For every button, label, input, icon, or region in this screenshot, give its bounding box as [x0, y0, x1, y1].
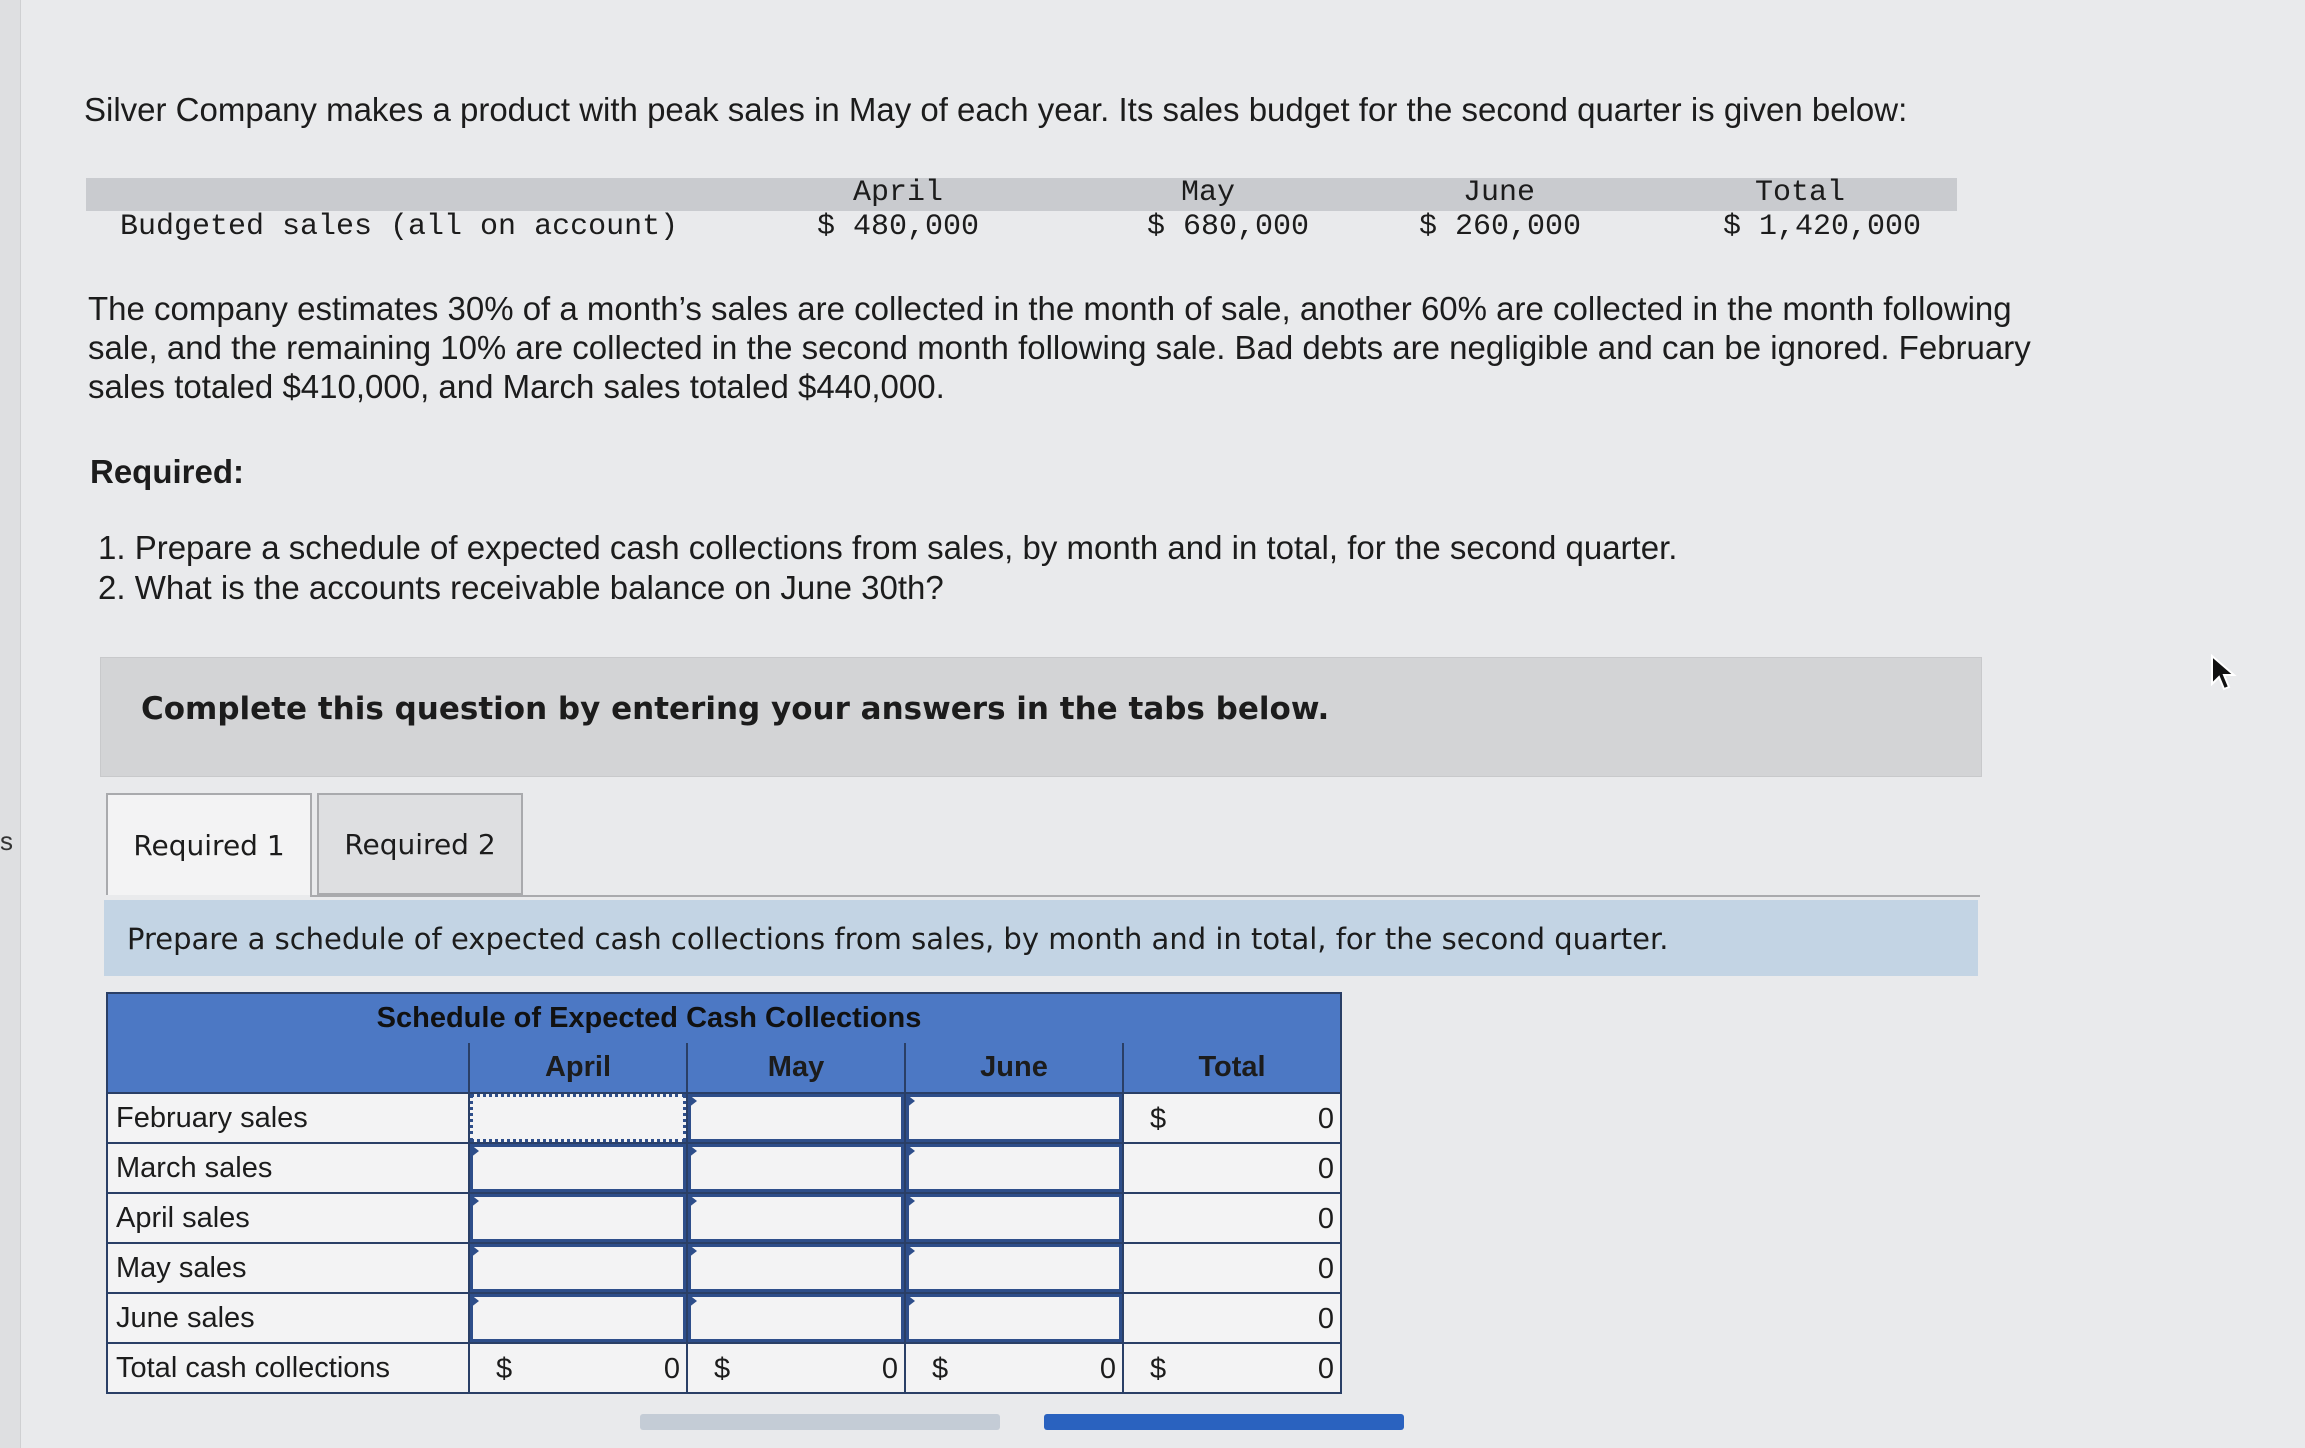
tab-label: Required 1: [133, 828, 285, 862]
left-sidebar-edge: [0, 0, 21, 1448]
required-heading: Required:: [90, 453, 245, 490]
input-apr-april[interactable]: [470, 1194, 686, 1242]
total-value: 0: [881, 1353, 898, 1385]
input-marker-icon: [688, 1094, 697, 1108]
prev-nav-bar[interactable]: [640, 1414, 1000, 1430]
total-june: [905, 1343, 1123, 1393]
input-feb-june[interactable]: [906, 1094, 1122, 1142]
col-header-june: June: [905, 1043, 1123, 1093]
sidebar-fragment-letter: s: [0, 826, 13, 856]
budget-col-total: Total: [1754, 176, 1845, 210]
input-jun-april[interactable]: [470, 1294, 686, 1342]
input-feb-april[interactable]: [470, 1094, 686, 1142]
input-marker-icon: [688, 1144, 697, 1158]
tab-divider: [310, 895, 1980, 897]
cell-feb-june: [905, 1093, 1123, 1143]
input-mar-june[interactable]: [906, 1144, 1122, 1192]
budget-row-label: Budgeted sales (all on account): [120, 210, 679, 244]
input-marker-icon: [906, 1194, 915, 1208]
cell-apr-april: [469, 1193, 687, 1243]
cell-mar-june: [905, 1143, 1123, 1193]
schedule-title-row: [107, 993, 1341, 1043]
schedule-title-cell: [376, 993, 1341, 1043]
schedule-row: [107, 1293, 1341, 1343]
col-header-april: April: [469, 1043, 687, 1093]
row-label-total: Total cash collections: [107, 1343, 469, 1393]
required-item: 2. What is the accounts receivable balance on June 30th?: [98, 569, 944, 606]
currency-symbol: $: [714, 1353, 731, 1385]
total-value: 0: [1317, 1353, 1334, 1385]
total-value: 0: [1317, 1253, 1334, 1285]
required-list: [98, 528, 1677, 608]
input-may-april[interactable]: [470, 1244, 686, 1292]
cell-may-june: [905, 1243, 1123, 1293]
col-header-may: May: [687, 1043, 905, 1093]
schedule-table-wrapper: [106, 992, 1342, 1394]
input-marker-icon: [906, 1294, 915, 1308]
total-total: [1123, 1343, 1341, 1393]
tab-required-1[interactable]: [106, 793, 312, 895]
estimate-line: sales totaled $410,000, and March sales totaled $440,000.: [88, 368, 945, 405]
input-mar-april[interactable]: [470, 1144, 686, 1192]
schedule-header-row: [107, 1043, 1341, 1093]
required-item: 1. Prepare a schedule of expected cash collections from sales, by month and in total, for the second quarter.: [98, 529, 1678, 566]
cell-feb-april: [469, 1093, 687, 1143]
input-marker-icon: [688, 1294, 697, 1308]
total-value: 0: [663, 1353, 680, 1385]
instructions-panel: [100, 657, 1982, 777]
schedule-row: [107, 1193, 1341, 1243]
total-april: [469, 1343, 687, 1393]
input-feb-may[interactable]: [688, 1094, 904, 1142]
row-label-may: May sales: [107, 1243, 469, 1293]
row-label-april: April sales: [107, 1193, 469, 1243]
currency-symbol: $: [932, 1353, 949, 1385]
budget-value-may: $ 680,000: [1146, 210, 1310, 244]
schedule-title: Schedule of Expected Cash Collections: [376, 1002, 922, 1034]
input-may-may[interactable]: [688, 1244, 904, 1292]
input-marker-icon: [470, 1194, 479, 1208]
cell-mar-may: [687, 1143, 905, 1193]
input-marker-icon: [470, 1244, 479, 1258]
budget-col-june: June: [1462, 176, 1535, 210]
total-value: 0: [1317, 1103, 1334, 1135]
cell-apr-may: [687, 1193, 905, 1243]
total-value: 0: [1317, 1153, 1334, 1185]
schedule-row: [107, 1143, 1341, 1193]
estimate-paragraph: [88, 289, 2168, 406]
budget-value-total: $ 1,420,000: [1722, 210, 1922, 244]
cell-jun-may: [687, 1293, 905, 1343]
cell-feb-may: [687, 1093, 905, 1143]
input-jun-june[interactable]: [906, 1294, 1122, 1342]
currency-symbol: $: [1150, 1103, 1167, 1135]
cell-apr-june: [905, 1193, 1123, 1243]
intro-text: Silver Company makes a product with peak sales in May of each year. Its sales budget for the second quarter is given below:: [84, 91, 1908, 128]
input-jun-may[interactable]: [688, 1294, 904, 1342]
input-may-june[interactable]: [906, 1244, 1122, 1292]
next-nav-bar[interactable]: [1044, 1414, 1404, 1430]
tab-required-2[interactable]: [317, 793, 523, 895]
input-marker-icon: [906, 1144, 915, 1158]
cell-jun-april: [469, 1293, 687, 1343]
input-apr-june[interactable]: [906, 1194, 1122, 1242]
cell-feb-total: [1123, 1093, 1341, 1143]
input-mar-may[interactable]: [688, 1144, 904, 1192]
cell-jun-total: [1123, 1293, 1341, 1343]
input-marker-icon: [470, 1294, 479, 1308]
cell-jun-june: [905, 1293, 1123, 1343]
input-marker-icon: [906, 1244, 915, 1258]
total-value: 0: [1317, 1203, 1334, 1235]
cell-apr-total: [1123, 1193, 1341, 1243]
budget-col-may: May: [1180, 176, 1235, 210]
estimate-line: The company estimates 30% of a month’s sales are collected in the month of sale, another 60% are collected in the month following: [88, 290, 2012, 327]
schedule-row: [107, 1243, 1341, 1293]
currency-symbol: $: [1150, 1353, 1167, 1385]
input-marker-icon: [906, 1094, 915, 1108]
input-marker-icon: [688, 1194, 697, 1208]
budget-value-june: $ 260,000: [1418, 210, 1582, 244]
total-may: [687, 1343, 905, 1393]
currency-symbol: $: [496, 1353, 513, 1385]
total-value: 0: [1317, 1303, 1334, 1335]
tab-label: Required 2: [344, 827, 496, 861]
total-value: 0: [1099, 1353, 1116, 1385]
schedule-table: [106, 992, 1342, 1394]
col-header-total: Total: [1123, 1043, 1341, 1093]
row-label-march: March sales: [107, 1143, 469, 1193]
cell-mar-total: [1123, 1143, 1341, 1193]
input-apr-may[interactable]: [688, 1194, 904, 1242]
row-label-june: June sales: [107, 1293, 469, 1343]
schedule-row: [107, 1093, 1341, 1143]
cell-may-may: [687, 1243, 905, 1293]
budget-value-april: $ 480,000: [816, 210, 980, 244]
cell-mar-april: [469, 1143, 687, 1193]
budget-col-april: April: [852, 176, 943, 210]
total-row: [107, 1343, 1341, 1393]
estimate-line: sale, and the remaining 10% are collected in the second month following sale. Bad debts are negligible and can be ignored. February: [88, 329, 2031, 366]
row-label-february: February sales: [107, 1093, 469, 1143]
input-marker-icon: [470, 1144, 479, 1158]
instructions-panel-text: Complete this question by entering your answers in the tabs below.: [141, 691, 1330, 727]
mouse-pointer-icon: [2210, 654, 2238, 699]
tab-instruction: Prepare a schedule of expected cash collections from sales, by month and in total, for the second quarter.: [104, 900, 1978, 976]
cell-may-april: [469, 1243, 687, 1293]
cell-may-total: [1123, 1243, 1341, 1293]
input-marker-icon: [688, 1244, 697, 1258]
